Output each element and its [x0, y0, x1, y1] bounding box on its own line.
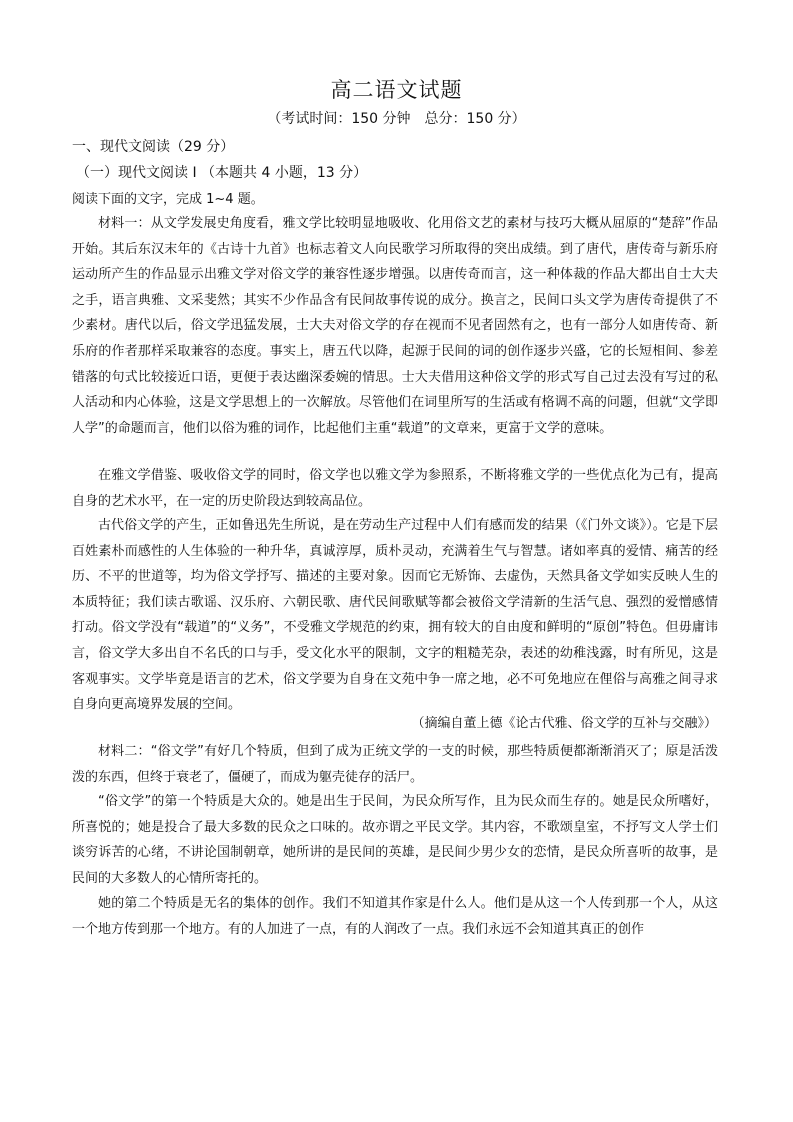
section-subheading: （一）现代文阅读 I （本题共 4 小题，13 分）	[76, 165, 368, 181]
material2-paragraph-3: 她的第二个特质是无名的集体的创作。我们不知道其作家是什么人。他们是从这一个人传到那一个人，从这一个地方传到那一个地方。有的人加进了一点，有的人润改了一点。我们永远不会知道其真正的创作	[72, 896, 718, 937]
material1-paragraph-2: 在雅文学借鉴、吸收俗文学的同时，俗文学也以雅文学为参照系，不断将雅文学的一些优点化为己有，提高自身的艺术水平，在一定的历史阶段达到较高品位。	[72, 468, 718, 509]
material1-citation: （摘编自董上德《论古代雅、俗文学的互补与交融》）	[411, 716, 717, 731]
exam-subtitle: （考试时间：150 分钟 总分：150 分）	[267, 111, 526, 127]
material2-paragraph-1: 材料二：“俗文学”有好几个特质，但到了成为正统文学的一支的时候，那些特质便都渐渐消灭了；原是活泼泼的东西，但终于衰老了，僵硬了，而成为躯壳徒存的活尸。	[72, 744, 718, 785]
exam-title: 高二语文试题	[330, 78, 463, 102]
material1-paragraph-3: 古代俗文学的产生，正如鲁迅先生所说，是在劳动生产过程中人们有感而发的结果（《门外文谈》）。它是下层百姓素朴而感性的人生体验的一种升华，真诚淳厚，质朴灵动，充满着生气与智慧。诸如率真的爱情、痛苦的经历、不平的世道等，均为俗文学抒写、描述的主要对象。因而它无矫饰、去虚伪，天然具备文学如实反映人生的本质特征；我们读古歌谣、汉乐府、六朝民歌、唐代民间歌赋等都会被俗文学清新的生活气息、强烈的爱憎感情打动。俗文学没有“载道”的“义务”，不受雅文学规范的约束，拥有较大的自由度和鲜明的“原创”特色。但毋庸讳言，俗文学大多出自不名氏的口与手，受文化水平的限制，文字的粗糙芜杂，表述的幼稚浅露，时有所见，这是客观事实。文学毕竟是语言的艺术，俗文学要为自身在文苑中争一席之地，必不可免地应在俚俗与高雅之间寻求自身向更高境界发展的空间。	[72, 518, 718, 713]
material1-paragraph-1: 材料一：从文学发展史角度看，雅文学比较明显地吸收、化用俗文艺的素材与技巧大概从屈原的“楚辞”作品开始。其后东汉末年的《古诗十九首》也标志着文人向民歌学习所取得的突出成绩。到了唐代，唐传奇与新乐府运动所产生的作品显示出雅文学对俗文学的兼容性逐步增强。以唐传奇而言，这一种体裁的作品大都出自士大夫之手，语言典雅、文采斐然；其实不少作品含有民间故事传说的成分。换言之，民间口头文学为唐传奇提供了不少素材。唐代以后，俗文学迅猛发展，士大夫对俗文学的存在视而不见者固然有之，也有一部分人如唐传奇、新乐府的作者那样采取兼容的态度。事实上，唐五代以降，起源于民间的词的创作逐步兴盛，它的长短相间、参差错落的句式比较接近口语，更便于表达幽深委婉的情思。士大夫借用这种俗文学的形式写自己过去没有写过的私人活动和内心体验，这是文学思想上的一次解放。尽管他们在词里所写的生活或有格调不高的问题，但就“文学即人学”的命题而言，他们以俗为雅的词作，比起他们主重“载道”的文章来，更富于文学的意味。	[72, 216, 718, 436]
instruction-text: 阅读下面的文字，完成 1~4 题。	[72, 192, 264, 207]
material2-paragraph-2: “俗文学”的第一个特质是大众的。她是出生于民间，为民众所写作，且为民众而生存的。她是民众所嗜好，所喜悦的；她是投合了最大多数的民众之口味的。故亦谓之平民文学。其内容，不歌颂皇室，不抒写文人学士们谈穷诉苦的心绪，不讲论国制朝章，她所讲的是民间的英雄，是民间少男少女的恋情，是民众所喜听的故事，是民间的大多数人的心情所寄托的。	[72, 794, 718, 886]
section-heading: 一、现代文阅读（29 分）	[72, 139, 235, 155]
